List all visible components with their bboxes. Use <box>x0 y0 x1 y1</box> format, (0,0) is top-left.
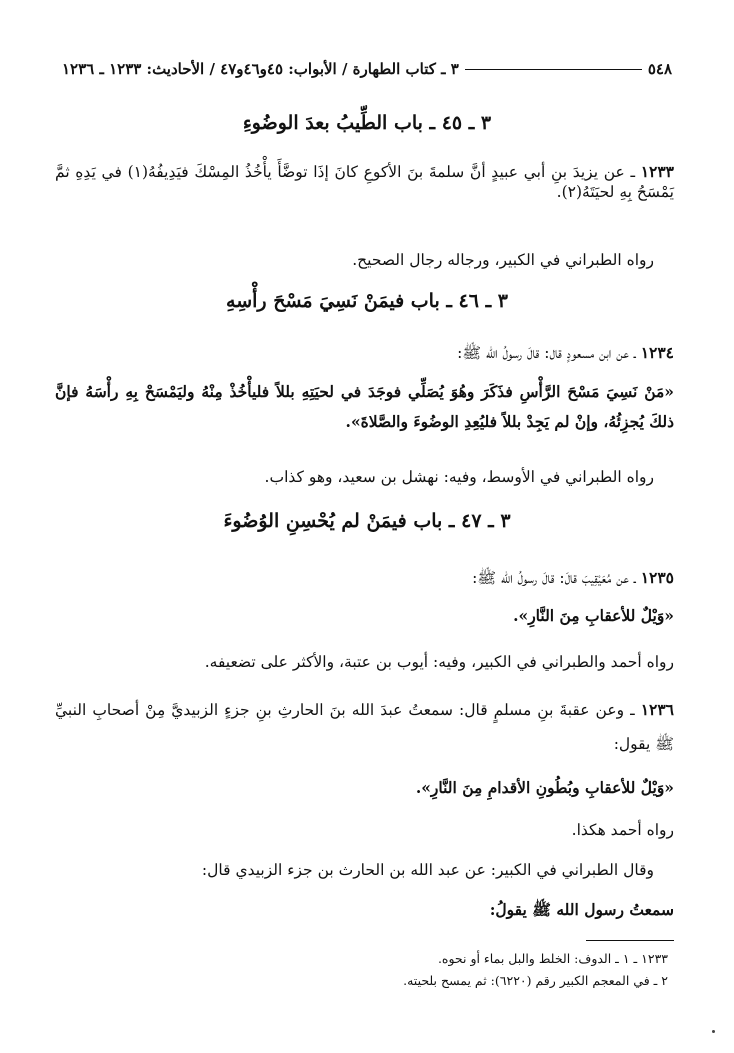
hadith-intro: ـ عن ابن مسعودٍ قال: قالَ رسولُ الله ﷺ: <box>457 344 636 362</box>
hadith-number: ١٢٣٣ <box>640 162 675 181</box>
hadith-number: ١٢٣٥ <box>640 568 674 587</box>
hadith-1236-continuation: وقال الطبراني في الكبير: عن عبد الله بن الحارث بن جزء الزبيدي قال: <box>201 861 654 879</box>
hadith-1236-source: رواه أحمد هكذا. <box>571 821 674 839</box>
hadith-intro: ـ عن مُعَيْقِيبَ قالَ: قالَ رسولُ الله ﷺ: <box>472 569 636 587</box>
hadith-1236-text: «وَيْلٌ للأعقابِ وبُطُونِ الأقدامِ مِنَ النَّارِ». <box>415 778 674 797</box>
hadith-1235-text: «وَيْلٌ للأعقابِ مِنَ النَّارِ». <box>513 606 674 625</box>
hadith-1233-source: رواه الطبراني في الكبير، ورجاله رجال الصحيح. <box>352 251 654 269</box>
footnote-1: ١٢٣٣ ـ ١ ـ الدوف: الخلط والبل بماء أو نحوه. <box>437 951 668 966</box>
hadith-1234-text: «مَنْ نَسِيَ مَسْحَ الرَّأْسِ فذَكَرَ وهُوَ يُصَلِّي فوجَدَ في لحيَتِهِ بللاً فليأْخُذْ مِنْهُ وليَمْسَحْ بِهِ رأْسَهُ فإنَّ ذلكَ يُجزِئُهُ، وإنْ لم يَجِدْ بللاً فليُعِدِ الوضُوءَ والصَّلاةَ». <box>55 382 674 431</box>
header-rule <box>465 69 642 70</box>
hadith-1235-source: رواه أحمد والطبراني في الكبير، وفيه: أيوب بن عتبة، والأكثر على تضعيفه. <box>204 653 674 671</box>
hadith-number: ١٢٣٤ <box>640 343 674 362</box>
footnote-rule <box>586 940 674 941</box>
scan-speck <box>712 1030 715 1033</box>
hadith-text: ـ عن يزيدَ بنِ أبي عبيدٍ أنَّ سلمةَ بنَ الأكوعِ كانَ إذَا توضَّأَ يأْخُذُ المِسْكَ فيَدِيفُهُ(١) في يَدِهِ ثمَّ يَمْسَحُ بِهِ لحيَتَهُ(٢). <box>55 163 674 201</box>
footnote-2: ٢ ـ في المعجم الكبير رقم (٦٢٢٠): ثم يمسح بلحيته. <box>403 973 668 988</box>
hadith-intro: ـ وعن عقبةَ بنِ مسلمٍ قال: سمعتُ عبدَ الله بنَ الحارثِ بنِ جزءٍ الزبيديَّ مِنْ أصحابِ النبيِّ ﷺ يقول: <box>55 701 674 753</box>
hadith-1235-intro <box>55 568 674 588</box>
hadith-1236-intro <box>55 693 674 761</box>
chapter-heading-45: ٣ ـ ٤٥ ـ باب الطِّيبُ بعدَ الوضُوءِ <box>242 112 492 134</box>
chapter-heading-47: ٣ ـ ٤٧ ـ باب فيمَنْ لم يُحْسِنِ الوُضُوءَ <box>223 510 511 532</box>
page-number: ٥٤٨ <box>647 60 672 78</box>
chapter-heading-46: ٣ ـ ٤٦ ـ باب فيمَنْ نَسِيَ مَسْحَ رأْسِهِ <box>226 290 508 312</box>
hadith-1233 <box>55 162 674 202</box>
hadith-1236-continuation-2: سمعتُ رسول الله ﷺ يقولُ: <box>489 900 674 919</box>
running-title: ٣ ـ كتاب الطهارة / الأبواب: ٤٥و٤٦و٤٧ / الأحاديث: ١٢٣٣ ـ ١٢٣٦ <box>62 60 459 78</box>
running-header <box>62 60 672 78</box>
hadith-1234-source: رواه الطبراني في الأوسط، وفيه: نهشل بن سعيد، وهو كذاب. <box>264 468 654 486</box>
hadith-1234-intro <box>55 343 674 363</box>
hadith-number: ١٢٣٦ <box>640 700 674 719</box>
